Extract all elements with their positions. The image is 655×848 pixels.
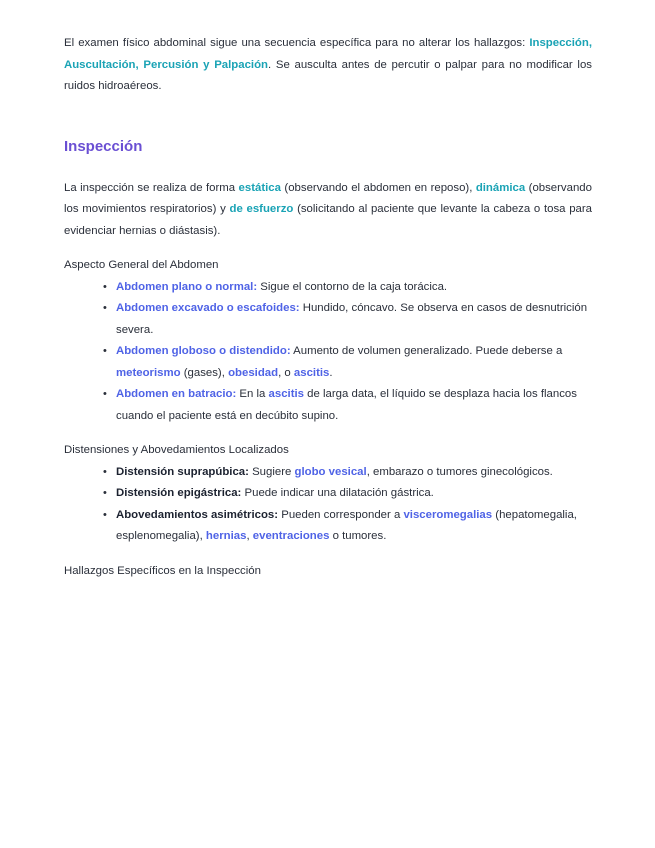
- subheading-aspecto: Aspecto General del Abdomen: [64, 259, 219, 271]
- list-item: • Abdomen excavado o escafoides: Hundido, cóncavo. Se observa en casos de desnutrición severa.: [116, 298, 592, 341]
- bullet-icon: •: [103, 345, 107, 357]
- highlight-esfuerzo: de esfuerzo: [229, 203, 294, 215]
- list-item: • Distensión suprapúbica: Sugiere globo vesical, embarazo o tumores ginecológicos.: [116, 462, 592, 484]
- inspection-paragraph: La inspección se realiza de forma estática (observando el abdomen en reposo), dinámica (observando los movimientos respiratorios) y de esfuerzo (solicitando al paciente que levante la cabeza o tosa para evidenciar hernias o diástasis).: [64, 181, 593, 237]
- subheading-distensiones: Distensiones y Abovedamientos Localizados: [64, 444, 289, 456]
- intro-paragraph: El examen físico abdominal sigue una secuencia específica para no alterar los hallazgos: Inspección, Auscultación, Percusión y Palpación. Se ausculta antes de percutir o palpar para no modificar los ruidos hidroaéreos.: [64, 37, 592, 92]
- exam-sequence-highlight: Inspección, Auscultación, Percusión y Palpación: [64, 37, 592, 71]
- list-item: • Distensión epigástrica: Puede indicar una dilatación gástrica.: [116, 483, 592, 505]
- aspecto-list: [64, 277, 592, 428]
- highlight-estatica: estática: [238, 181, 281, 194]
- document-page: [64, 33, 592, 582]
- bullet-icon: •: [103, 487, 107, 499]
- bullet-icon: •: [103, 508, 107, 521]
- distensiones-list: [64, 462, 592, 548]
- subheading-hallazgos: Hallazgos Específicos en la Inspección: [64, 564, 261, 577]
- bullet-icon: •: [103, 280, 107, 293]
- list-item: • Abdomen plano o normal: Sigue el contorno de la caja torácica.: [116, 277, 592, 299]
- highlight-dinamica: dinámica: [475, 181, 526, 194]
- list-item: • Abdomen en batracio: En la ascitis de larga data, el líquido se desplaza hacia los flancos cuando el paciente está en decúbito supino.: [116, 384, 592, 427]
- section-title: Inspección: [64, 137, 143, 155]
- list-item: • Abovedamientos asimétricos: Pueden corresponder a visceromegalias (hepatomegalia, esplenomegalia), hernias, eventraciones o tumores.: [116, 505, 592, 548]
- bullet-icon: •: [103, 302, 107, 314]
- bullet-icon: •: [103, 465, 107, 478]
- list-item: • Abdomen globoso o distendido: Aumento de volumen generalizado. Puede deberse a meteorismo (gases), obesidad, o ascitis.: [116, 341, 592, 384]
- bullet-icon: •: [103, 388, 107, 400]
